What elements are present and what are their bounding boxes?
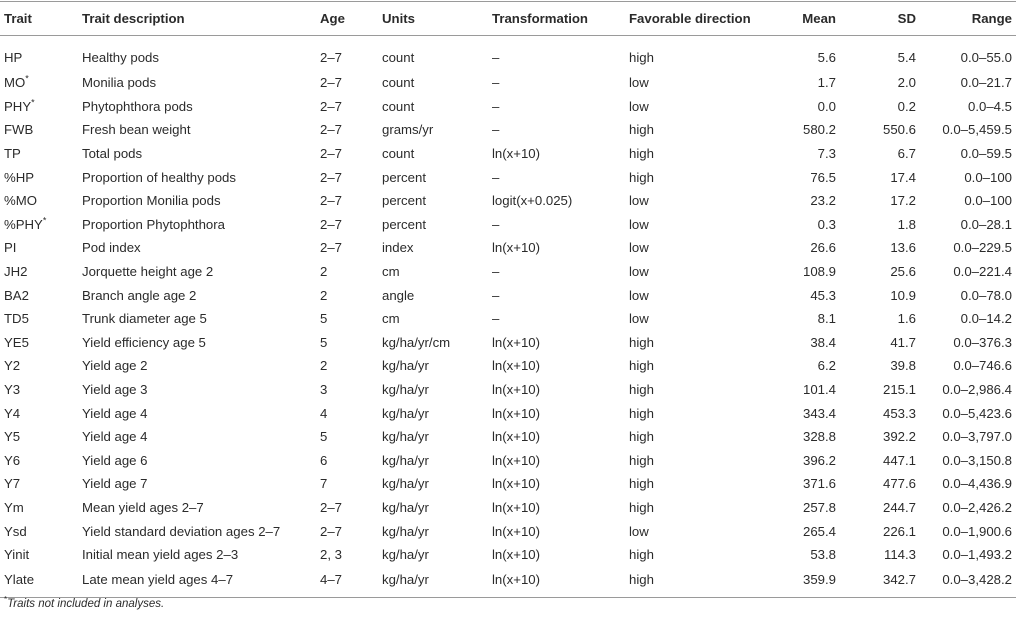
table-row xyxy=(0,283,1016,307)
trait-footnote-marker: * xyxy=(42,215,47,226)
cell-units: count xyxy=(382,50,415,65)
cell-range: 0.0–55.0 xyxy=(960,50,1012,65)
trait-code: Ylate xyxy=(4,572,35,588)
cell-mean: 23.2 xyxy=(810,193,836,209)
cell-transformation: ln(x+10) xyxy=(492,146,541,162)
cell-description: Yield efficiency age 5 xyxy=(82,334,206,350)
cell-favorable-direction: low xyxy=(629,193,649,209)
header-trait-description: Trait description xyxy=(78,2,316,36)
cell-range: 0.0–1,493.2 xyxy=(942,547,1012,563)
cell-transformation: – xyxy=(492,50,500,65)
cell-mean: 26.6 xyxy=(810,240,836,256)
cell-sd: 1.8 xyxy=(897,216,916,232)
cell-favorable-direction: high xyxy=(629,405,654,421)
cell-units: index xyxy=(382,240,414,256)
cell-description: Total pods xyxy=(82,146,143,162)
cell-description: Proportion Monilia pods xyxy=(82,193,221,209)
cell-units: kg/ha/yr/cm xyxy=(382,334,451,350)
cell-range: 0.0–2,426.2 xyxy=(942,499,1012,515)
cell-range: 0.0–4.5 xyxy=(968,98,1012,114)
cell-description: Yield age 4 xyxy=(82,429,148,445)
cell-trait xyxy=(0,496,78,520)
cell-favorable-direction: high xyxy=(629,382,654,398)
cell-age: 2–7 xyxy=(320,193,343,209)
cell-sd: 0.2 xyxy=(897,98,916,114)
cell-trait xyxy=(0,142,78,166)
cell-mean: 7.3 xyxy=(817,146,836,162)
cell-transformation: – xyxy=(492,98,500,114)
cell-transformation: – xyxy=(492,122,500,138)
table-row xyxy=(0,236,1016,260)
header-transformation: Transformation xyxy=(488,2,625,36)
cell-units: cm xyxy=(382,311,400,327)
cell-description: Monilia pods xyxy=(82,75,157,91)
table-header xyxy=(0,2,1016,36)
cell-units: kg/ha/yr xyxy=(382,452,429,468)
cell-mean: 359.9 xyxy=(763,566,840,598)
trait-code: Yinit xyxy=(4,547,30,563)
cell-transformation: logit(x+0.025) xyxy=(492,193,573,209)
cell-trait xyxy=(0,543,78,567)
cell-favorable-direction: high xyxy=(629,146,654,162)
cell-sd: 25.6 xyxy=(890,264,916,280)
cell-range: 0.0–4,436.9 xyxy=(942,476,1012,492)
cell-range: 0.0–5,423.6 xyxy=(942,405,1012,421)
cell-age: 2–7 xyxy=(320,523,343,539)
trait-code: Ysd xyxy=(4,523,27,539)
cell-favorable-direction: high xyxy=(629,169,654,185)
cell-mean: 328.8 xyxy=(802,429,836,445)
cell-transformation: – xyxy=(492,311,500,327)
cell-trait xyxy=(0,307,78,331)
cell-age: 2, 3 xyxy=(320,547,342,563)
trait-footnote-marker: * xyxy=(31,97,35,108)
cell-favorable-direction: low xyxy=(629,287,649,303)
cell-age: 7 xyxy=(320,476,328,492)
cell-trait xyxy=(0,472,78,496)
cell-favorable-direction: high xyxy=(625,566,763,598)
trait-code: Y4 xyxy=(4,405,21,421)
cell-sd: 453.3 xyxy=(882,405,916,421)
cell-favorable-direction: low xyxy=(629,240,649,256)
cell-mean: 76.5 xyxy=(810,169,836,185)
cell-range: 0.0–2,986.4 xyxy=(942,382,1012,398)
table-row xyxy=(0,496,1016,520)
cell-transformation: ln(x+10) xyxy=(488,566,625,598)
cell-age: 2–7 xyxy=(320,240,343,256)
cell-favorable-direction: low xyxy=(629,75,649,91)
cell-favorable-direction: high xyxy=(629,358,654,374)
cell-mean: 101.4 xyxy=(802,382,836,398)
table-row xyxy=(0,260,1016,284)
cell-mean: 396.2 xyxy=(802,452,836,468)
cell-description: Fresh bean weight xyxy=(82,122,191,138)
table-row xyxy=(0,354,1016,378)
cell-favorable-direction: low xyxy=(629,311,649,327)
cell-trait xyxy=(0,331,78,355)
trait-code: TP xyxy=(4,146,21,162)
cell-units: kg/ha/yr xyxy=(382,547,429,563)
cell-transformation: ln(x+10) xyxy=(492,547,541,563)
cell-range: 0.0–21.7 xyxy=(960,75,1012,91)
cell-sd: 477.6 xyxy=(882,476,916,492)
cell-mean: 0.3 xyxy=(817,216,836,232)
cell-sd: 244.7 xyxy=(882,499,916,515)
cell-mean: 53.8 xyxy=(810,547,836,563)
cell-favorable-direction: high xyxy=(629,334,654,350)
cell-units: kg/ha/yr xyxy=(382,358,429,374)
table-row xyxy=(0,71,1016,95)
trait-code: PHY xyxy=(4,98,32,114)
table-row xyxy=(0,472,1016,496)
cell-range: 0.0–100 xyxy=(964,193,1012,209)
cell-range: 0.0–78.0 xyxy=(960,287,1012,303)
trait-code: MO xyxy=(4,75,26,91)
trait-code: HP xyxy=(4,50,23,65)
cell-mean: 580.2 xyxy=(802,122,836,138)
cell-units: percent xyxy=(382,193,426,209)
cell-range: 0.0–221.4 xyxy=(953,264,1012,280)
table-row xyxy=(0,543,1016,567)
cell-units: kg/ha/yr xyxy=(382,476,429,492)
cell-range: 0.0–14.2 xyxy=(960,311,1012,327)
cell-units: percent xyxy=(382,169,426,185)
cell-sd: 550.6 xyxy=(882,122,916,138)
trait-code: %HP xyxy=(4,169,35,185)
cell-mean: 108.9 xyxy=(802,264,836,280)
cell-age: 2 xyxy=(320,264,328,280)
cell-units: kg/ha/yr xyxy=(382,382,429,398)
cell-mean: 1.7 xyxy=(817,75,836,91)
table-row xyxy=(0,95,1016,119)
cell-sd: 10.9 xyxy=(890,287,916,303)
cell-age: 2 xyxy=(320,358,328,374)
cell-age: 2–7 xyxy=(320,75,343,91)
cell-age: 5 xyxy=(320,334,328,350)
cell-trait xyxy=(0,189,78,213)
cell-description: Proportion of healthy pods xyxy=(82,169,236,185)
cell-range: 0.0–5,459.5 xyxy=(942,122,1012,138)
trait-code: PI xyxy=(4,240,17,256)
cell-mean: 5.6 xyxy=(817,50,836,65)
cell-age: 5 xyxy=(320,311,328,327)
trait-code: Y3 xyxy=(4,382,21,398)
cell-trait xyxy=(0,213,78,237)
cell-transformation: – xyxy=(492,287,500,303)
cell-units: kg/ha/yr xyxy=(382,523,429,539)
table-row xyxy=(0,307,1016,331)
cell-favorable-direction: high xyxy=(629,499,654,515)
cell-transformation: ln(x+10) xyxy=(492,523,541,539)
header-units: Units xyxy=(378,2,488,36)
cell-favorable-direction: low xyxy=(629,98,649,114)
cell-units: count xyxy=(382,98,415,114)
cell-transformation: ln(x+10) xyxy=(492,358,541,374)
table-row xyxy=(0,566,1016,598)
cell-age: 4–7 xyxy=(316,566,378,598)
cell-age: 3 xyxy=(320,382,328,398)
cell-sd: 6.7 xyxy=(897,146,916,162)
cell-range: 0.0–3,428.2 xyxy=(920,566,1016,598)
cell-range: 0.0–28.1 xyxy=(960,216,1012,232)
cell-range: 0.0–59.5 xyxy=(960,146,1012,162)
header-sd: SD xyxy=(840,2,920,36)
cell-transformation: ln(x+10) xyxy=(492,499,541,515)
cell-sd: 2.0 xyxy=(897,75,916,91)
cell-favorable-direction: low xyxy=(629,216,649,232)
cell-trait xyxy=(0,260,78,284)
header-trait: Trait xyxy=(0,2,78,36)
cell-favorable-direction: low xyxy=(629,264,649,280)
cell-trait xyxy=(0,378,78,402)
cell-mean: 343.4 xyxy=(802,405,836,421)
cell-mean: 8.1 xyxy=(817,311,836,327)
cell-description: Initial mean yield ages 2–3 xyxy=(82,547,239,563)
cell-description: Healthy pods xyxy=(82,50,159,65)
cell-transformation: – xyxy=(492,264,500,280)
cell-age: 2–7 xyxy=(320,216,343,232)
footnote-text: Traits not included in analyses. xyxy=(7,597,165,610)
cell-trait xyxy=(0,425,78,449)
cell-description: Phytophthora pods xyxy=(82,98,193,114)
table-body xyxy=(0,36,1016,598)
cell-mean: 6.2 xyxy=(817,358,836,374)
trait-code: %MO xyxy=(4,193,37,209)
trait-code: Y6 xyxy=(4,452,21,468)
cell-age: 2 xyxy=(320,287,328,303)
cell-range: 0.0–3,797.0 xyxy=(942,429,1012,445)
table-row xyxy=(0,449,1016,473)
cell-transformation: – xyxy=(492,216,500,232)
cell-sd: 13.6 xyxy=(890,240,916,256)
cell-mean: 0.0 xyxy=(817,98,836,114)
cell-range: 0.0–376.3 xyxy=(953,334,1012,350)
cell-description: Yield age 4 xyxy=(82,405,148,421)
cell-mean: 265.4 xyxy=(802,523,836,539)
trait-code: Y7 xyxy=(4,476,21,492)
cell-favorable-direction: high xyxy=(629,476,654,492)
table-row xyxy=(0,425,1016,449)
cell-age: 2–7 xyxy=(320,169,343,185)
header-row xyxy=(0,2,1016,36)
cell-trait xyxy=(0,354,78,378)
cell-mean: 38.4 xyxy=(810,334,836,350)
trait-code: Ym xyxy=(4,499,24,515)
cell-description: Mean yield ages 2–7 xyxy=(82,499,204,515)
cell-range: 0.0–1,900.6 xyxy=(942,523,1012,539)
cell-description: Pod index xyxy=(82,240,141,256)
cell-trait xyxy=(0,71,78,95)
cell-transformation: ln(x+10) xyxy=(492,240,541,256)
cell-sd: 114.3 xyxy=(883,547,916,563)
table-row xyxy=(0,142,1016,166)
cell-transformation: ln(x+10) xyxy=(492,382,541,398)
cell-description: Yield standard deviation ages 2–7 xyxy=(82,523,281,539)
cell-sd: 41.7 xyxy=(890,334,916,350)
cell-description: Branch angle age 2 xyxy=(82,287,197,303)
cell-units: angle xyxy=(382,287,415,303)
cell-sd: 392.2 xyxy=(882,429,916,445)
cell-units: count xyxy=(382,75,415,91)
cell-units: kg/ha/yr xyxy=(382,499,429,515)
cell-trait xyxy=(0,36,78,72)
cell-age: 4 xyxy=(320,405,328,421)
trait-code: Y5 xyxy=(4,429,21,445)
cell-age: 2–7 xyxy=(320,98,343,114)
traits-table xyxy=(0,1,1016,598)
cell-sd: 215.1 xyxy=(882,382,916,398)
cell-age: 5 xyxy=(320,429,328,445)
cell-favorable-direction: high xyxy=(629,50,654,65)
cell-favorable-direction: high xyxy=(629,429,654,445)
trait-code: %PHY xyxy=(4,216,43,232)
cell-age: 2–7 xyxy=(320,50,343,65)
cell-sd: 17.2 xyxy=(890,193,916,209)
cell-units: kg/ha/yr xyxy=(378,566,488,598)
table-row xyxy=(0,118,1016,142)
trait-code: TD5 xyxy=(4,311,29,327)
cell-trait xyxy=(0,236,78,260)
trait-code: BA2 xyxy=(4,287,29,303)
cell-age: 2–7 xyxy=(320,146,343,162)
cell-trait xyxy=(0,118,78,142)
table-row xyxy=(0,331,1016,355)
cell-sd: 39.8 xyxy=(890,358,916,374)
cell-description: Late mean yield ages 4–7 xyxy=(78,566,316,598)
cell-trait xyxy=(0,95,78,119)
cell-favorable-direction: high xyxy=(629,452,654,468)
cell-description: Yield age 3 xyxy=(82,382,148,398)
cell-units: grams/yr xyxy=(382,122,434,138)
cell-mean: 257.8 xyxy=(802,499,836,515)
cell-age: 2–7 xyxy=(320,499,343,515)
header-mean: Mean xyxy=(763,2,840,36)
cell-range: 0.0–746.6 xyxy=(953,358,1012,374)
header-age: Age xyxy=(316,2,378,36)
table-row xyxy=(0,36,1016,72)
cell-transformation: – xyxy=(492,169,500,185)
cell-transformation: ln(x+10) xyxy=(492,405,541,421)
cell-transformation: ln(x+10) xyxy=(492,476,541,492)
cell-units: kg/ha/yr xyxy=(382,429,429,445)
cell-trait xyxy=(0,449,78,473)
cell-favorable-direction: low xyxy=(629,523,649,539)
cell-description: Jorquette height age 2 xyxy=(82,264,214,280)
trait-footnote-marker: * xyxy=(25,73,29,84)
cell-range: 0.0–100 xyxy=(964,169,1012,185)
cell-transformation: ln(x+10) xyxy=(492,452,541,468)
footnote-marker: * xyxy=(4,595,8,604)
trait-code: YE5 xyxy=(4,334,29,350)
cell-mean: 371.6 xyxy=(802,476,836,492)
cell-age: 2–7 xyxy=(320,122,343,138)
cell-sd: 5.4 xyxy=(897,50,916,65)
cell-transformation: ln(x+10) xyxy=(492,429,541,445)
trait-code: JH2 xyxy=(4,264,28,280)
cell-favorable-direction: high xyxy=(629,547,654,563)
cell-sd: 1.6 xyxy=(897,311,916,327)
cell-sd: 342.7 xyxy=(840,566,920,598)
cell-range: 0.0–229.5 xyxy=(953,240,1012,256)
cell-favorable-direction: high xyxy=(629,122,654,138)
cell-description: Yield age 7 xyxy=(82,476,148,492)
table-row xyxy=(0,213,1016,237)
table-row xyxy=(0,378,1016,402)
table-row xyxy=(0,165,1016,189)
cell-age: 6 xyxy=(320,452,328,468)
cell-description: Yield age 6 xyxy=(82,452,148,468)
cell-units: cm xyxy=(382,264,400,280)
trait-code: FWB xyxy=(4,122,34,138)
header-range: Range xyxy=(920,2,1016,36)
cell-description: Yield age 2 xyxy=(82,358,148,374)
cell-description: Proportion Phytophthora xyxy=(82,216,225,232)
cell-trait xyxy=(0,519,78,543)
cell-transformation: ln(x+10) xyxy=(492,334,541,350)
cell-sd: 447.1 xyxy=(882,452,916,468)
cell-sd: 226.1 xyxy=(882,523,916,539)
footnote xyxy=(4,595,164,610)
table-row xyxy=(0,401,1016,425)
cell-trait xyxy=(0,401,78,425)
cell-transformation: – xyxy=(492,75,500,91)
cell-units: kg/ha/yr xyxy=(382,405,429,421)
cell-trait xyxy=(0,566,78,598)
table-row xyxy=(0,519,1016,543)
cell-units: percent xyxy=(382,216,426,232)
cell-trait xyxy=(0,165,78,189)
cell-description: Trunk diameter age 5 xyxy=(82,311,207,327)
cell-mean: 45.3 xyxy=(810,287,836,303)
cell-units: count xyxy=(382,146,415,162)
table-row xyxy=(0,189,1016,213)
header-favorable-direction: Favorable direction xyxy=(625,2,763,36)
cell-sd: 17.4 xyxy=(890,169,916,185)
trait-code: Y2 xyxy=(4,358,21,374)
cell-range: 0.0–3,150.8 xyxy=(942,452,1012,468)
cell-trait xyxy=(0,283,78,307)
